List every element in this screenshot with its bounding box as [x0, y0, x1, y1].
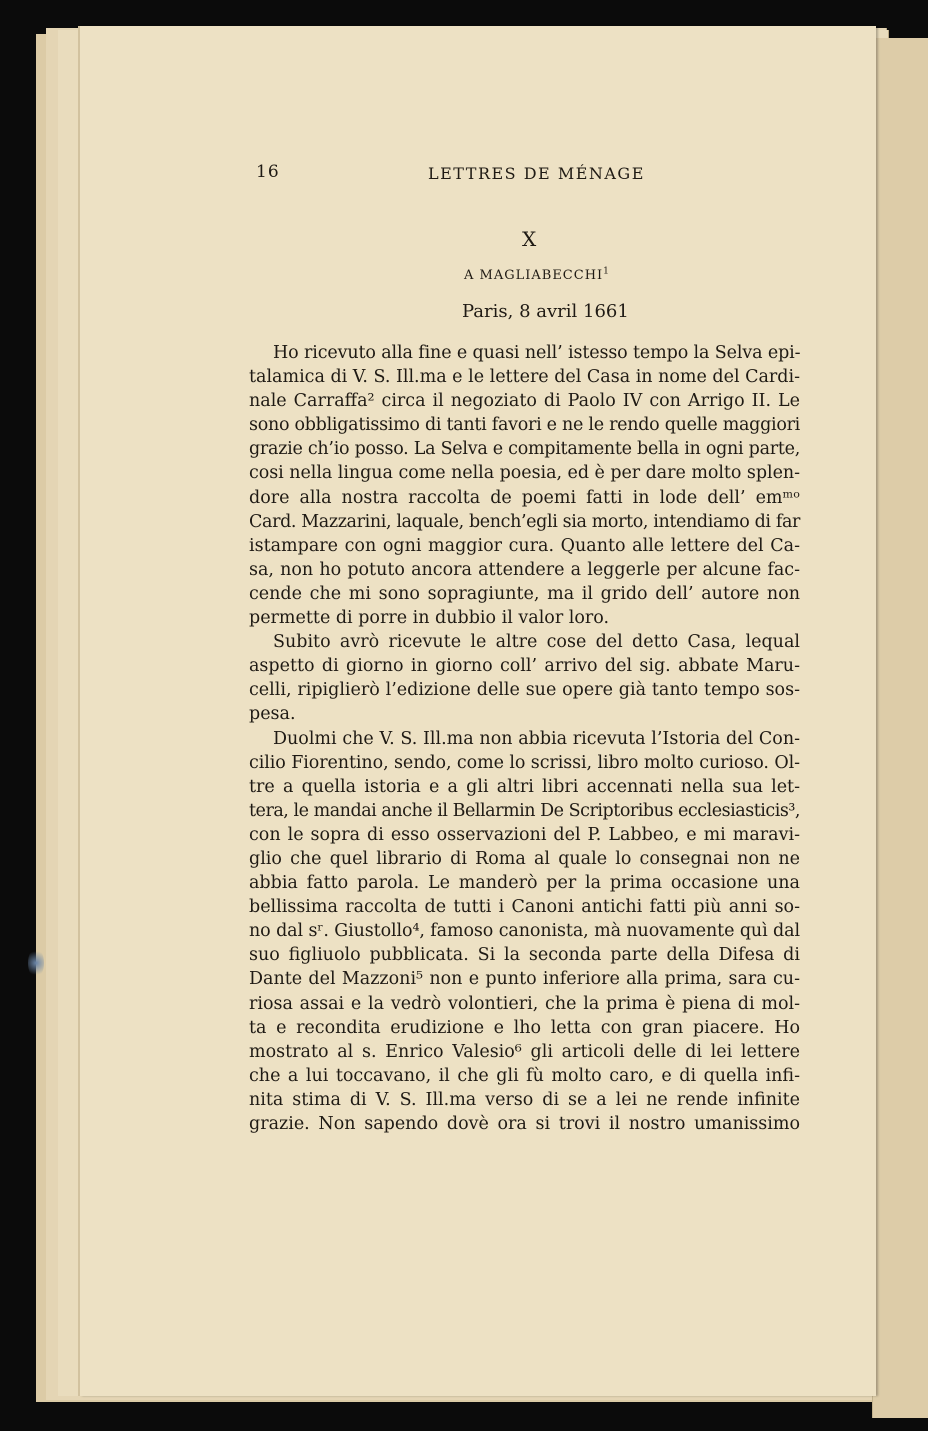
body-line: talamica di V. S. Ill.ma e le lettere del Casa in nome del Cardi- — [249, 367, 800, 388]
body-line: pesa. — [249, 704, 296, 725]
body-line: mostrato al s. Enrico Valesio⁶ gli articoli delle di lei lettere — [249, 1041, 800, 1062]
letter-body — [249, 341, 800, 1136]
body-line: Subito avrò ricevute le altre cose del detto Casa, lequal — [273, 632, 800, 653]
body-line: dore alla nostra raccolta de poemi fatti in lode dell’ emᵐᵒ — [249, 487, 800, 508]
body-line: Dante del Mazzoni⁵ non e punto inferiore alla prima, sara cu- — [249, 969, 800, 990]
body-line: riosa assai e la vedrò volontieri, che la prima è piena di mol- — [249, 993, 800, 1014]
body-line: Card. Mazzarini, laquale, bench’egli sia morto, intendiamo di far — [249, 511, 800, 532]
facing-page-edge — [872, 38, 928, 1418]
body-line: cilio Fiorentino, sendo, come lo scrissi, libro molto curioso. Ol- — [249, 752, 800, 773]
body-line: Ho ricevuto alla fine e quasi nell’ istesso tempo la Selva epi- — [273, 343, 801, 363]
letter-dateline: Paris, 8 avril 1661 — [462, 301, 629, 322]
addressee-footnote-mark: 1 — [603, 266, 610, 277]
letter-number: X — [522, 227, 537, 251]
body-line: che a lui toccavano, il che gli fù molto caro, e di quella infi- — [249, 1065, 800, 1086]
body-line: ta e recondita erudizione e lho letta con gran piacere. Ho — [249, 1017, 800, 1038]
body-line: cosi nella lingua come nella poesia, ed è per dare molto splen- — [249, 463, 800, 484]
body-line: nale Carraffa² circa il negoziato di Paolo IV con Arrigo II. Le — [249, 391, 800, 412]
body-line: grazie. Non sapendo dovè ora si trovi il nostro umanissimo — [249, 1114, 800, 1134]
body-line: tre a quella istoria e a gli altri libri accennati nella sua let- — [249, 776, 800, 797]
body-line: bellissima raccolta de tutti i Canoni antichi fatti più anni so- — [249, 897, 800, 918]
body-line: tera, le mandai anche il Bellarmin De Scriptoribus ecclesiasticis³, — [249, 800, 800, 821]
addressee-name: A MAGLIABECCHI — [464, 268, 604, 283]
body-line: celli, ripiglierò l’edizione delle sue opere già tanto tempo sos- — [249, 680, 800, 701]
body-line: con le sopra di esso osservazioni del P. Labbeo, e mi maravi- — [249, 824, 800, 845]
body-line: sa, non ho potuto ancora attendere a leggerle per alcune fac- — [249, 559, 800, 580]
body-line: Duolmi che V. S. Ill.ma non abbia ricevuta l’Istoria del Con- — [273, 728, 800, 749]
paper-stain — [28, 948, 44, 978]
letter-addressee — [464, 268, 610, 283]
body-line: no dal sʳ. Giustollo⁴, famoso canonista, mà nuovamente quì dal — [249, 921, 800, 942]
running-title: LETTRES DE MÉNAGE — [428, 164, 645, 183]
body-line: cende che mi sono sopragiunte, ma il grido dell’ autore non — [249, 583, 800, 604]
body-line: glio che quel librario di Roma al quale lo consegnai non ne — [249, 848, 800, 869]
body-line: sono obbligatissimo di tanti favori e ne le rendo quelle maggiori — [249, 415, 800, 436]
body-line: grazie ch’io posso. La Selva e compitamente bella in ogni parte, — [249, 439, 800, 460]
body-line: abbia fatto parola. Le manderò per la prima occasione una — [249, 873, 800, 894]
body-line: suo figliuolo pubblicata. Si la seconda parte della Difesa di — [249, 945, 800, 966]
page-number: 16 — [256, 162, 280, 182]
body-line: istampare con ogni maggior cura. Quanto alle lettere del Ca- — [249, 535, 800, 556]
body-line: aspetto di giorno in giorno coll’ arrivo del sig. abbate Maru- — [249, 656, 800, 677]
body-line: nita stima di V. S. Ill.ma verso di se a lei ne rende infinite — [249, 1089, 800, 1110]
body-line: permette di porre in dubbio il valor loro. — [249, 608, 610, 629]
